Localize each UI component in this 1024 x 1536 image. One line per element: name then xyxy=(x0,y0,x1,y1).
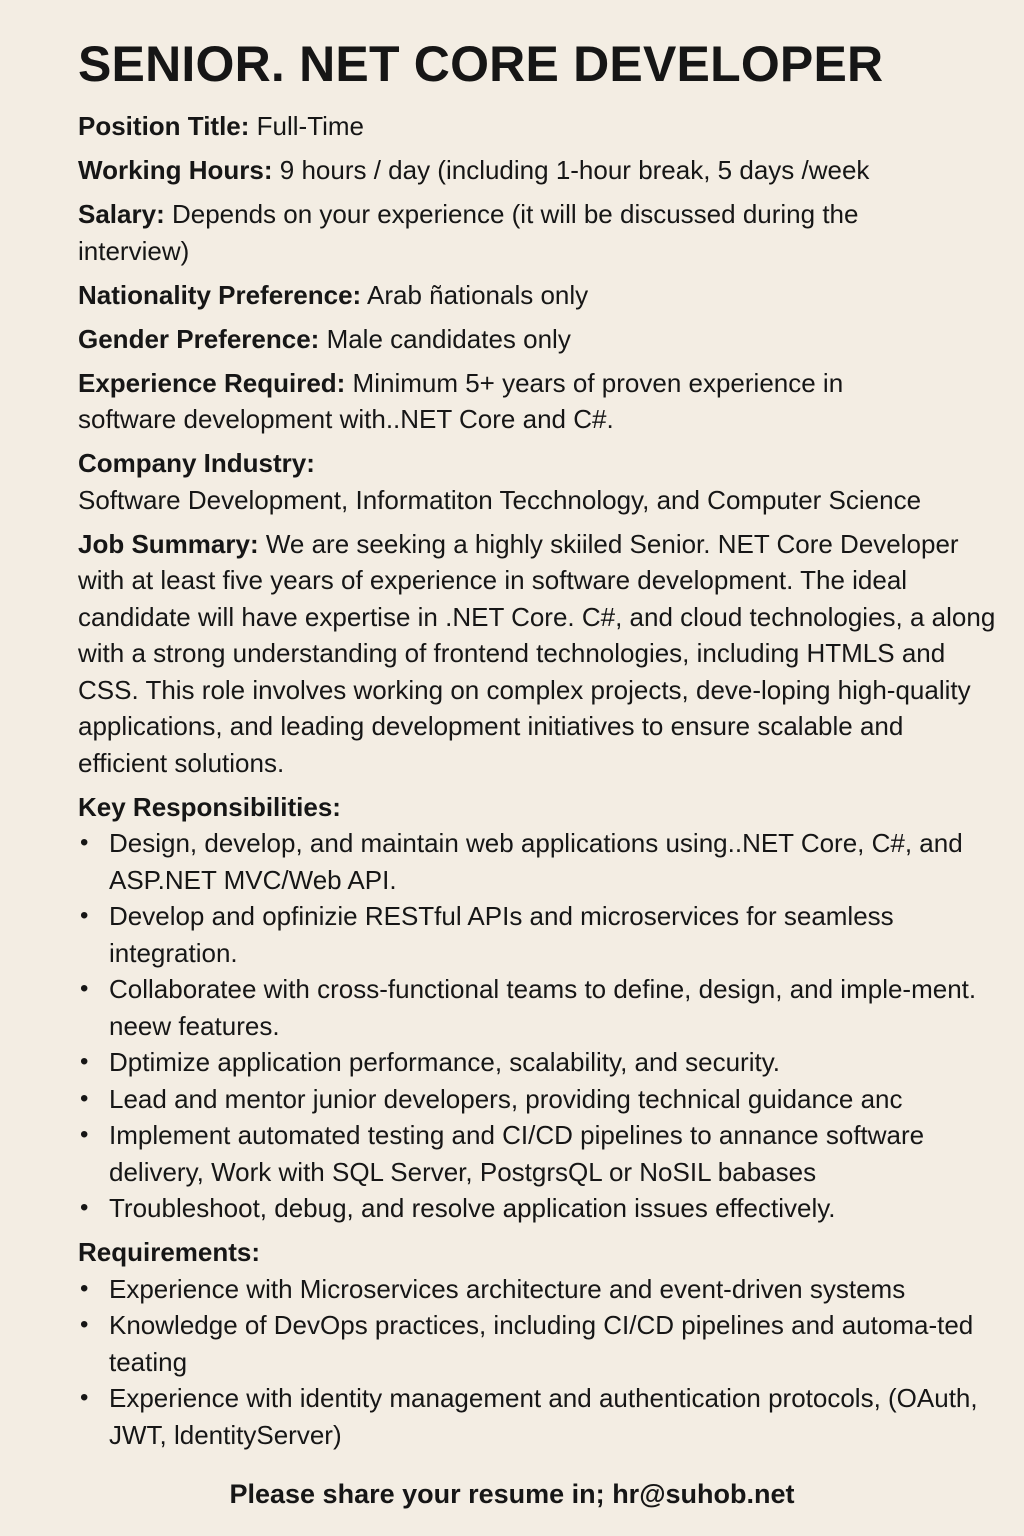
bullet-icon: • xyxy=(80,829,89,856)
list-item xyxy=(78,1380,996,1453)
field-label: Company Industry: xyxy=(78,448,315,478)
field-label: Nationality Preference: xyxy=(78,279,362,310)
list-item-text: Implement automated testing and CI/CD pipelines to annance software delivery, Work with SQL Server, PostgrsQL or NoSIL babases xyxy=(109,1120,925,1187)
field-value: Male candidates only xyxy=(326,323,571,354)
field-value: Full-Time xyxy=(256,111,365,141)
field-working-hours xyxy=(78,152,996,189)
requirements-heading: Requirements: xyxy=(78,1237,261,1267)
bullet-icon: • xyxy=(80,1121,89,1148)
field-label: Salary: xyxy=(78,199,165,229)
list-item xyxy=(78,1044,996,1081)
list-item-text: Dptimize application performance, scalability, and security. xyxy=(109,1047,780,1077)
list-item-text: Experience with Microservices architecture and event-driven systems xyxy=(109,1273,906,1304)
field-experience-required xyxy=(78,365,898,438)
field-value: Depends on your experience (it will be discussed during the interview) xyxy=(78,199,859,266)
field-value: Software Development, Informatiton Tecchnology, and Computer Science xyxy=(78,484,922,515)
list-item xyxy=(78,971,996,1044)
contact-line xyxy=(0,1475,1024,1513)
list-item xyxy=(78,825,996,898)
list-item xyxy=(78,1117,996,1190)
list-item-text: Experience with identity management and authentication protocols, (OAuth, JWT, ldentityServer) xyxy=(109,1383,978,1450)
field-salary xyxy=(78,196,878,269)
list-item xyxy=(78,1081,996,1118)
bullet-icon: • xyxy=(80,902,89,929)
requirements-list xyxy=(78,1271,996,1454)
field-label: Position Title: xyxy=(78,111,250,141)
bullet-icon: • xyxy=(80,1194,89,1221)
list-item xyxy=(78,1271,996,1308)
responsibilities-heading: Key Responsibilities: xyxy=(78,791,341,822)
list-item-text: Knowledge of DevOps practices, including CI/CD pipelines and automa-ted teating xyxy=(109,1310,974,1377)
bullet-icon: • xyxy=(80,975,89,1002)
bullet-icon: • xyxy=(80,1274,89,1302)
responsibilities-list xyxy=(78,825,996,1227)
list-item-text: Troubleshoot, debug, and resolve application issues effectively. xyxy=(109,1193,836,1223)
field-value: We are seeking a highly skiiled Senior. NET Core Developer with at least five years of experience in software development. The ideal candidate will have expertise in .NET Core. C#, and cloud technologies, a along with a strong understanding of frontend technologies, including HTMLS and CSS. This role involves working on complex projects, deve-loping high-quality applications, and leading development initiatives to ensure scalable and efficient solutions. xyxy=(78,528,996,778)
list-item-text: Develop and opfinizie RESTful APIs and microservices for seamless integration. xyxy=(109,901,894,968)
field-label: Experience Required: xyxy=(78,367,346,398)
list-item xyxy=(78,898,996,971)
bullet-icon: • xyxy=(80,1084,89,1112)
field-job-summary xyxy=(78,526,996,782)
bullet-icon: • xyxy=(80,1311,89,1338)
contact-email[interactable]: hr@suhob.net xyxy=(612,1479,795,1509)
contact-text: Please share your resume in; xyxy=(229,1479,605,1509)
list-item xyxy=(78,1190,996,1227)
field-label: Working Hours: xyxy=(78,155,273,185)
bullet-icon: • xyxy=(80,1048,89,1075)
list-item-text: Collaboratee with cross-functional teams to define, design, and imple-ment. neew features. xyxy=(109,974,977,1041)
field-gender-preference xyxy=(78,321,996,358)
field-position-title xyxy=(78,108,996,145)
field-value: Minimum 5+ years of proven experience in software development with..NET Core and C#. xyxy=(78,367,844,434)
page-title: SENIOR. NET CORE DEVELOPER xyxy=(78,36,884,92)
field-label: Job Summary: xyxy=(78,528,259,559)
list-item-text: Design, develop, and maintain web applications using..NET Core, C#, and ASP.NET MVC/Web API. xyxy=(109,828,963,895)
field-label: Gender Preference: xyxy=(78,323,320,354)
list-item-text: Lead and mentor junior developers, providing technical guidance anc xyxy=(109,1083,903,1114)
bullet-icon: • xyxy=(80,1384,89,1411)
field-value: 9 hours / day (including 1-hour break, 5 days /week xyxy=(279,155,870,185)
field-value: Arab ñationals only xyxy=(367,279,589,310)
field-company-industry xyxy=(78,445,996,518)
field-nationality-preference xyxy=(78,277,996,314)
list-item xyxy=(78,1307,996,1380)
